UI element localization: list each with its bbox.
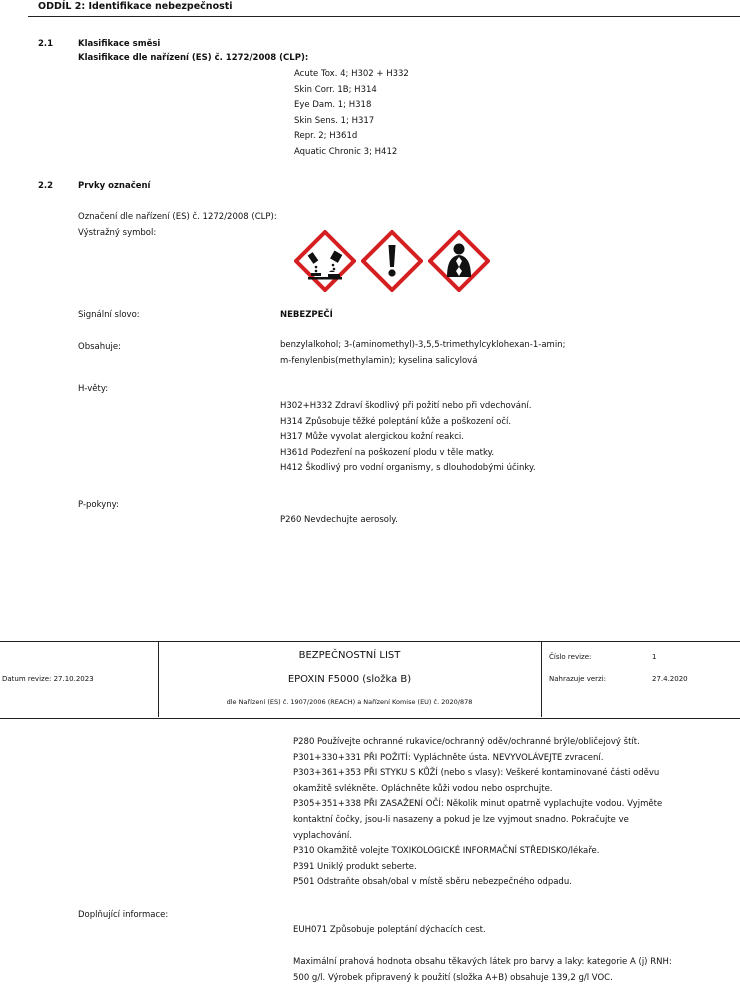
euh-statement: EUH071 Způsobuje poleptání dýchacích cest. — [293, 925, 486, 935]
h-statements-list — [280, 399, 536, 477]
h-statements-label: H-věty: — [78, 384, 109, 394]
p-statements-continued — [293, 735, 662, 891]
product-name: EPOXIN F5000 (složka B) — [287, 674, 412, 685]
h-statement: H314 Způsobuje těžké poleptání kůže a poškození očí. — [280, 416, 512, 427]
p-statement: P305+351+338 PŘI ZASAŽENÍ OČÍ: Několik minut opatrně vyplachujte vodou. Vyjměte — [293, 799, 663, 810]
p-statement: P280 Používejte ochranné rukavice/ochranný oděv/ochranné brýle/obličejový štít. — [293, 737, 640, 747]
clp-label: Označení dle nařízení (ES) č. 1272/2008 (CLP): — [78, 212, 277, 222]
replaces-version-label: Nahrazuje verzi: — [549, 675, 607, 683]
classification-item: Repr. 2; H361d — [294, 131, 358, 142]
signal-word: NEBEZPEČÍ — [280, 310, 333, 320]
voc-line: 500 g/l. Výrobek připravený k použití (složka A+B) obsahuje 139,2 g/l VOC. — [293, 972, 613, 983]
p-statement: P303+361+353 PŘI STYKU S KŮŽÍ (nebo s vlasy): Veškeré kontaminované části oděvu — [293, 768, 660, 779]
h-statement: H361d Podezření na poškození plodu v těle matky. — [280, 447, 495, 458]
p-statement: P310 Okamžitě volejte TOXIKOLOGICKÉ INFORMAČNÍ STŘEDISKO/lékaře. — [293, 846, 600, 857]
footer-divider — [541, 641, 542, 717]
p-statement: P260 Nevdechujte aerosoly. — [280, 515, 398, 525]
p-statement: okamžitě svlékněte. Opláchněte kůži vodou nebo osprchujte. — [293, 783, 553, 794]
classification-item: Aquatic Chronic 3; H412 — [294, 146, 398, 157]
section-title: ODDÍL 2: Identifikace nebezpečnosti — [38, 1, 233, 12]
p-statements-label: P-pokyny: — [78, 500, 119, 510]
section-2-2-number: 2.2 — [38, 181, 54, 191]
revision-number: 1 — [652, 653, 657, 661]
clp-classification-subtitle: Klasifikace dle nařízení (ES) č. 1272/2008 (CLP): — [78, 53, 309, 63]
health-hazard-pictogram — [428, 230, 490, 292]
classification-item: Skin Corr. 1B; H314 — [294, 84, 377, 95]
classification-list — [294, 67, 409, 161]
p-statement: P391 Uniklý produkt seberte. — [293, 861, 417, 872]
p-statement: P501 Odstraňte obsah/obal v místě sběru nebezpečného odpadu. — [293, 877, 572, 888]
contains-label: Obsahuje: — [78, 342, 121, 352]
corrosion-pictogram — [294, 230, 356, 292]
revision-date: Datum revize: 27.10.2023 — [2, 675, 94, 683]
section-2-1-title: Klasifikace směsi — [78, 39, 161, 49]
section-2-2-title: Prvky označení — [78, 181, 151, 191]
h-statement: H317 Může vyvolat alergickou kožní reakci. — [280, 432, 464, 443]
contains-line: benzylalkohol; 3-(aminomethyl)-3,5,5-trimethylcyklohexan-1-amin; — [280, 340, 566, 350]
hazard-symbol-label: Výstražný symbol: — [78, 228, 157, 238]
contains-line: m-fenylenbis(methylamin); kyselina salicylová — [280, 355, 478, 366]
section-2-1-number: 2.1 — [38, 39, 54, 49]
classification-item: Acute Tox. 4; H302 + H332 — [294, 69, 409, 79]
revision-number-label: Číslo revize: — [549, 653, 592, 661]
h-statement: H302+H332 Zdraví škodlivý při požití nebo při vdechování. — [280, 401, 532, 411]
regulation-note: dle Nařízení (ES) č. 1907/2006 (REACH) a Nařízení Komise (EU) č. 2020/878 — [226, 698, 473, 706]
signal-word-label: Signální slovo: — [78, 310, 140, 320]
voc-line: Maximální prahová hodnota obsahu těkavých látek pro barvy a laky: kategorie A (j) RNH: — [293, 957, 672, 967]
p-statement: vyplachování. — [293, 830, 352, 841]
contains-list — [280, 338, 565, 369]
document-title: BEZPEČNOSTNÍ LIST — [298, 650, 401, 661]
classification-item: Eye Dam. 1; H318 — [294, 100, 372, 111]
p-statement: kontaktní čočky, jsou-li nasazeny a pokud je lze vyjmout snadno. Pokračujte ve — [293, 814, 629, 825]
exclamation-pictogram — [361, 230, 423, 292]
section-divider — [28, 16, 740, 17]
replaces-version: 27.4.2020 — [652, 675, 688, 683]
h-statement: H412 Škodlivý pro vodní organismy, s dlouhodobými účinky. — [280, 463, 536, 474]
voc-info — [293, 955, 672, 986]
additional-info-label: Doplňující informace: — [78, 910, 169, 920]
classification-item: Skin Sens. 1; H317 — [294, 115, 375, 126]
p-statement: P301+330+331 PŘI POŽITÍ: Vypláchněte ústa. NEVYVOLÁVEJTE zvracení. — [293, 752, 604, 763]
